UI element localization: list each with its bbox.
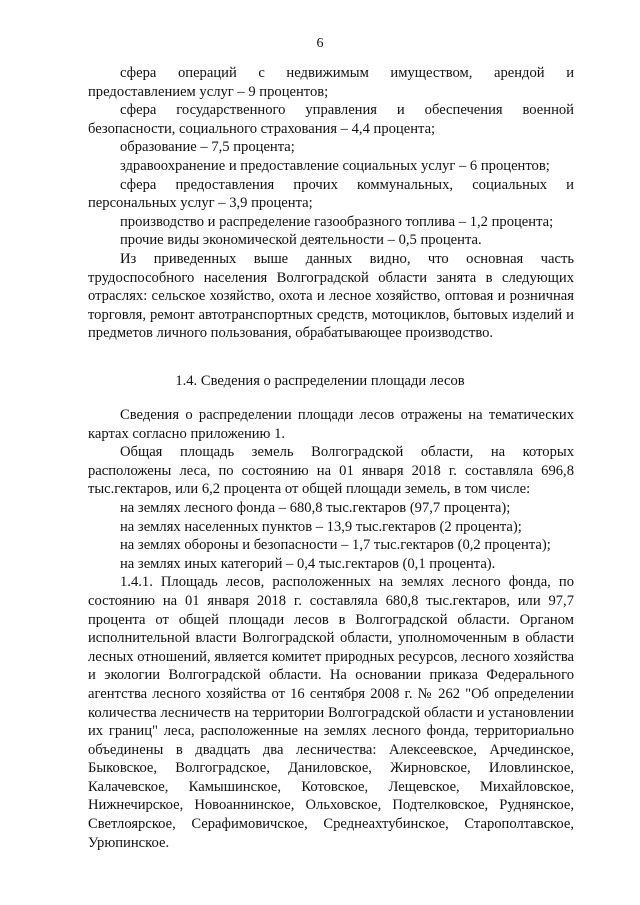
list-item: здравоохранение и предоставление социальных услуг – 6 процентов; [120, 157, 550, 174]
list-item: на землях иных категорий – 0,4 тыс.гектаров (0,1 процента). [120, 555, 496, 572]
list-item: сфера предоставления прочих коммунальных, социальных и персональных услуг – 3,9 процента; [88, 176, 574, 212]
conclusion-paragraph: Из приведенных выше данных видно, что основная часть трудоспособного населения Волгоградской области занята в следующих отраслях: сельское хозяйство, охота и лесное хозяйство, оптовая и розничная торговля, ремонт автотранспортных средств, мотоциклов, бытовых изделий и предметов личного пользования, обрабатывающее производство. [88, 250, 574, 342]
section-body [88, 406, 574, 852]
list-item: образование – 7,5 процента; [120, 139, 295, 156]
list-item: сфера государственного управления и обеспечения военной безопасности, социального страхования – 4,4 процента; [88, 102, 574, 137]
list-item: на землях лесного фонда – 680,8 тыс.гектаров (97,7 процента); [120, 499, 511, 516]
page-number: 6 [316, 36, 324, 51]
paragraph: Сведения о распределении площади лесов отражены на тематических картах согласно приложению 1. [88, 407, 574, 442]
list-item: прочие виды экономической деятельности – 0,5 процента. [120, 232, 482, 249]
list-item: сфера операций с недвижимым имуществом, арендой и предоставлением услуг – 9 процентов; [88, 65, 574, 100]
list-item: на землях обороны и безопасности – 1,7 тыс.гектаров (0,2 процента); [120, 537, 551, 554]
list-item: на землях населенных пунктов – 13,9 тыс.гектаров (2 процента); [120, 518, 522, 535]
section-title: 1.4. Сведения о распределении площади лесов [175, 373, 465, 389]
paragraph: Общая площадь земель Волгоградской области, на которых расположены леса, по состоянию на 01 января 2018 г. составляла 696,8 тыс.гектаров, или 6,2 процента от общей площади земель, в том числе: [88, 444, 574, 498]
list-item: производство и распределение газообразного топлива – 1,2 процента; [120, 213, 554, 230]
list-continued [88, 64, 574, 343]
subsection-paragraph: 1.4.1. Площадь лесов, расположенных на землях лесного фонда, по состоянию на 01 января 2018 г. составляла 680,8 тыс.гектаров, или 97,7 процента от общей площади лесов в Волгоградской области. Органом исполнительной власти Волгоградской области, уполномоченным в области лесных отношений, является комитет природных ресурсов, лесного хозяйства и экологии Волгоградской области. На основании приказа Федерального агентства лесного хозяйства от 16 сентября 2008 г. № 262 "Об определении количества лесничеств на территории Волгоградской области и установлении их границ" леса, расположенные на землях лесного фонда, территориально объединены в двадцать два лесничества: Алексеевское, Арчединское, Быковское, Волгоградское, Даниловское, Жирновское, Иловлинское, Калачевское, Камышинское, Котовское, Лещевское, Михайловское, Нижнечирское, Новоаннинское, Ольховское, Подтелковское, Руднянское, Светлоярское, Серафимовичское, Среднеахтубинское, Старополтавское, Урюпинское. [88, 574, 574, 851]
